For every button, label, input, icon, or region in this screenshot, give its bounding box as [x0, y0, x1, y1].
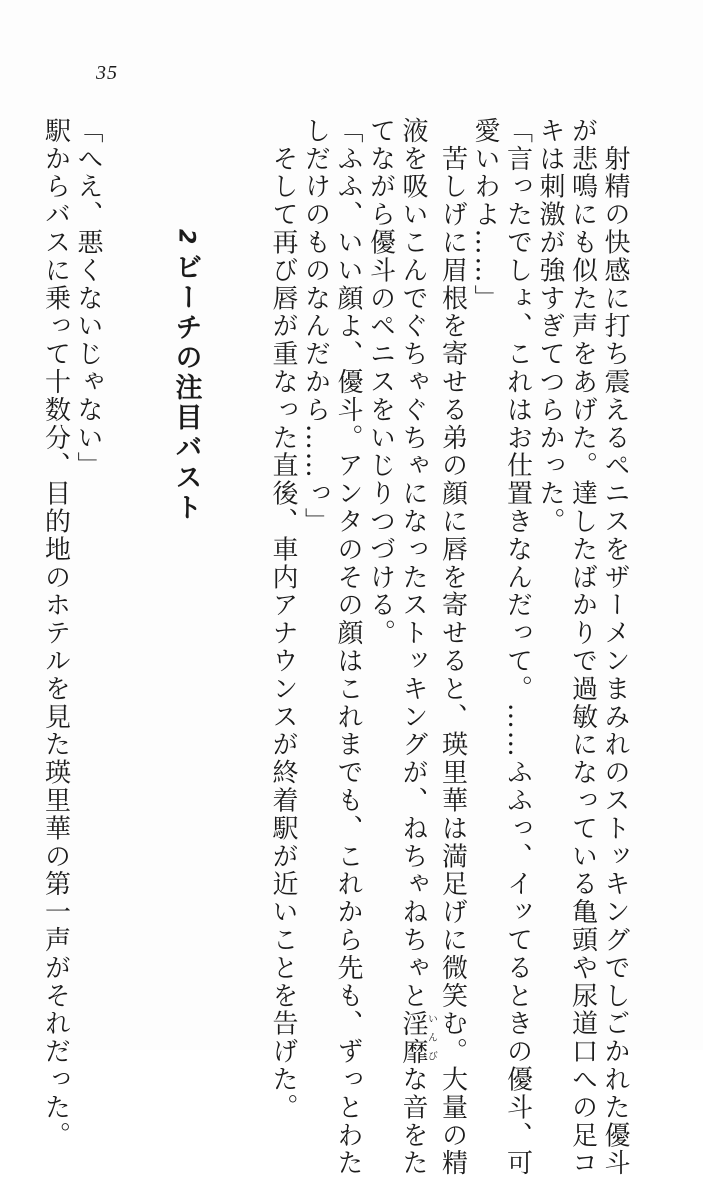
blank-line	[137, 117, 170, 997]
ruby-word	[398, 1009, 437, 1066]
chapter-heading	[169, 117, 202, 997]
blank-line	[202, 117, 235, 997]
page-number: 35	[96, 62, 118, 84]
text-line: 苦しげに眉根を寄せる弟の顔に唇を寄せると、瑛里華は満足げに微笑む。大量の精	[437, 117, 468, 1177]
blank-line	[234, 117, 267, 997]
text-line: キは刺激が強すぎてつらかった。	[535, 117, 565, 536]
chapter-number: 2	[173, 229, 199, 248]
text-line: 駅からバスに乗って十数分、目的地のホテルを見た瑛里華の第一声がそれだった。	[40, 117, 71, 1150]
text-line: 愛いわよ……」	[470, 117, 500, 313]
ruby-base: 淫靡	[398, 1009, 428, 1066]
text-segment: 液を吸いこんでぐちゃぐちゃになったストッキングが、ねちゃねちゃと	[398, 117, 428, 1010]
vertical-text-block	[39, 117, 631, 1177]
text-line: しだけのものなんだから……っ」	[300, 117, 331, 536]
text-line: そして再び唇が重なった直後、車内アナウンスが終着駅が近いことを告げた。	[268, 117, 298, 1122]
text-line: 「へえ、悪くないじゃない」	[73, 117, 103, 480]
text-line: 「言ったでしょ、これはお仕置きなんだって。……ふふっ、イッてるときの優斗、可	[502, 117, 533, 1177]
text-line: 射精の快感に打ち震えるペニスをザーメンまみれのストッキングでしごかれた優斗	[600, 117, 630, 1177]
text-segment: な音をた	[398, 1065, 428, 1177]
chapter-title: ビーチの注目バスト	[170, 253, 202, 524]
text-line: てながら優斗のペニスをいじりつづける。	[365, 117, 396, 648]
ruby-reading: いんび	[425, 1009, 437, 1066]
text-line-with-ruby	[397, 117, 437, 1177]
blank-line	[104, 117, 137, 997]
text-line: が悲鳴にも似た声をあげた。達したばかりで過敏になっている亀頭や尿道口への足コ	[567, 117, 598, 1177]
text-line: 「ふふ、いい顔よ、優斗。アンタのその顔はこれまでも、これから先も、ずっとわた	[333, 117, 363, 1177]
